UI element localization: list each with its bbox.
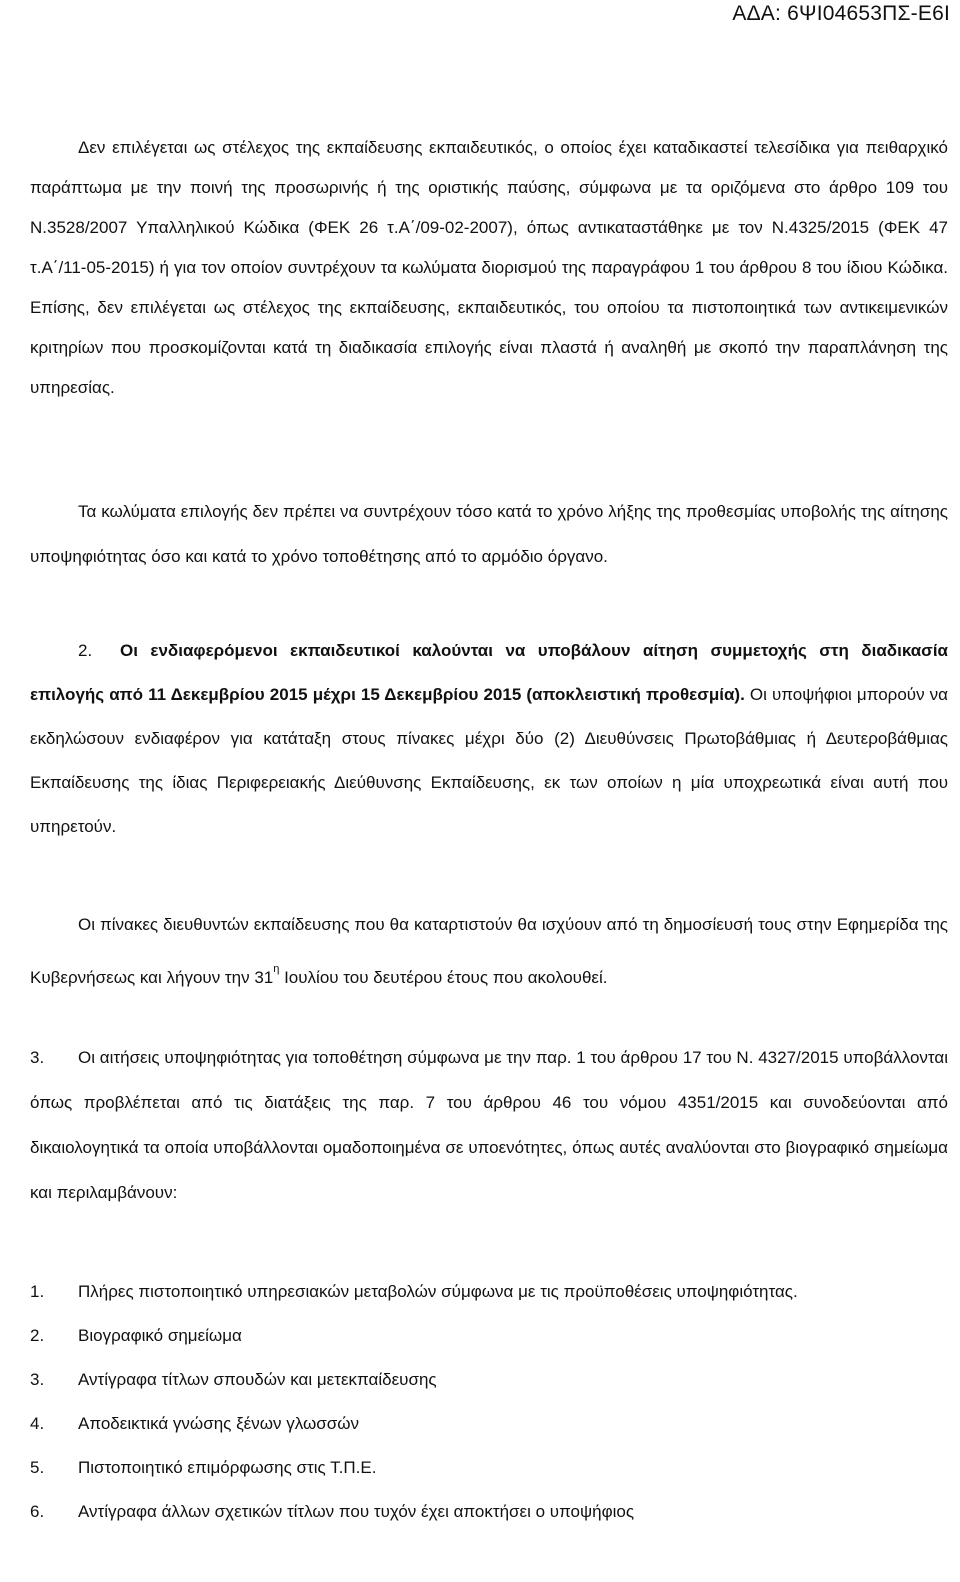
section-number-3: 3.: [30, 1048, 45, 1067]
paragraph-supporting-documents-text: Οι αιτήσεις υποψηφιότητας για τοποθέτηση σύμφωνα με την παρ. 1 του άρθρου 17 του Ν. 4327/2015 υποβάλλονται όπως προβλέπεται από τις διατάξεις της παρ. 7 του άρθρου 46 του νόμου 4351/2015 και συνοδεύονται από δικαιολογητικά τα οποία υποβάλλονται ομαδοποιημένα σε υποενότητες, όπως αυτές αναλύονται στο βιογραφικό σημείωμα και περιλαμβάνουν:: [30, 1048, 948, 1202]
paragraph-impediments-timing: Τα κωλύματα επιλογής δεν πρέπει να συντρέχουν τόσο κατά το χρόνο λήξης της προθεσμίας υποβολής της αίτησης υποψηφιότητας όσο και κατά το χρόνο τοποθέτησης από το αρμόδιο όργανο.: [30, 502, 948, 566]
list-item: [30, 1270, 948, 1314]
list-item: [30, 1490, 948, 1534]
list-item-text: Βιογραφικό σημείωμα: [78, 1326, 242, 1345]
ordinal-superscript: η: [273, 963, 280, 975]
required-documents-list: [30, 1270, 948, 1534]
list-item-number: 3.: [30, 1370, 45, 1389]
tables-validity-text-a: Οι πίνακες διευθυντών εκπαίδευσης που θα καταρτιστούν θα ισχύουν από τη δημοσίευσή τους στην Εφημερίδα της Κυβερνήσεως και λήγουν την 31: [30, 915, 948, 987]
tables-validity-text-b: Ιουλίου του δευτέρου έτους που ακολουθεί.: [279, 968, 608, 987]
section-number-2: 2.: [78, 641, 93, 660]
list-item: [30, 1358, 948, 1402]
list-item-text: Αντίγραφα άλλων σχετικών τίτλων που τυχόν έχει αποκτήσει ο υποψήφιος: [78, 1502, 635, 1521]
list-item: [30, 1314, 948, 1358]
paragraph-applications-text: Οι υποψήφιοι μπορούν να εκδηλώσουν ενδιαφέρον για κατάταξη στους πίνακες μέχρι δύο (2) Διευθύνσεις Πρωτοβάθμιας ή Δευτεροβάθμιας Εκπαίδευσης της ίδιας Περιφερειακής Διεύθυνσης Εκπαίδευσης, εκ των οποίων η μία υποχρεωτικά είναι αυτή που υπηρετούν.: [30, 685, 948, 836]
list-item: [30, 1402, 948, 1446]
list-item-number: 1.: [30, 1282, 45, 1301]
ada-code: ΑΔΑ: 6ΨΙ04653ΠΣ-Ε6Ι: [732, 2, 950, 25]
paragraph-impediments-part-b: Επίσης, δεν επιλέγεται ως στέλεχος της εκπαίδευσης, εκπαιδευτικός, του οποίου τα πιστοποιητικά των αντικειμενικών κριτηρίων που προσκομίζονται κατά τη διαδικασία επιλογής είναι πλαστά ή αναληθή με σκοπό την παραπλάνηση της υπηρεσίας.: [30, 298, 948, 397]
list-item-number: 2.: [30, 1326, 45, 1345]
paragraph-tables-validity: [30, 902, 948, 1000]
list-item-text: Αποδεικτικά γνώσης ξένων γλωσσών: [78, 1414, 360, 1433]
list-item-number: 6.: [30, 1502, 45, 1521]
list-item: [30, 1446, 948, 1490]
list-item-number: 4.: [30, 1414, 45, 1433]
paragraph-applications: [30, 629, 948, 849]
paragraph-impediments: [30, 128, 948, 408]
list-item-number: 5.: [30, 1458, 45, 1477]
list-item-text: Πιστοποιητικό επιμόρφωσης στις Τ.Π.Ε.: [78, 1458, 377, 1477]
application-deadline: Οι ενδιαφερόμενοι εκπαιδευτικοί καλούνται να υποβάλουν αίτηση συμμετοχής στη διαδικασία επιλογής από 11 Δεκεμβρίου 2015 μέχρι 15 Δεκεμβρίου 2015 (αποκλειστική προθεσμία).: [30, 641, 948, 704]
list-item-text: Αντίγραφα τίτλων σπουδών και μετεκπαίδευσης: [78, 1370, 437, 1389]
list-item-text: Πλήρες πιστοποιητικό υπηρεσιακών μεταβολών σύμφωνα με τις προϋποθέσεις υποψηφιότητας.: [78, 1282, 798, 1301]
paragraph-impediments-part-a: Δεν επιλέγεται ως στέλεχος της εκπαίδευσης εκπαιδευτικός, ο οποίος έχει καταδικαστεί τελεσίδικα για πειθαρχικό παράπτωμα με την ποινή της προσωρινής ή της οριστικής παύσης, σύμφωνα με τα οριζόμενα στο άρθρο 109 του Ν.3528/2007 Υπαλληλικού Κώδικα (ΦΕΚ 26 τ.Α΄/09-02-2007), όπως αντικαταστάθηκε με τον Ν.4325/2015 (ΦΕΚ 47 τ.Α΄/11-05-2015) ή για τον οποίον συντρέχουν τα κωλύματα διορισμού της παραγράφου 1 του άρθρου 8 του ίδιου Κώδικα.: [30, 138, 948, 277]
paragraph-supporting-documents: [30, 1035, 948, 1215]
